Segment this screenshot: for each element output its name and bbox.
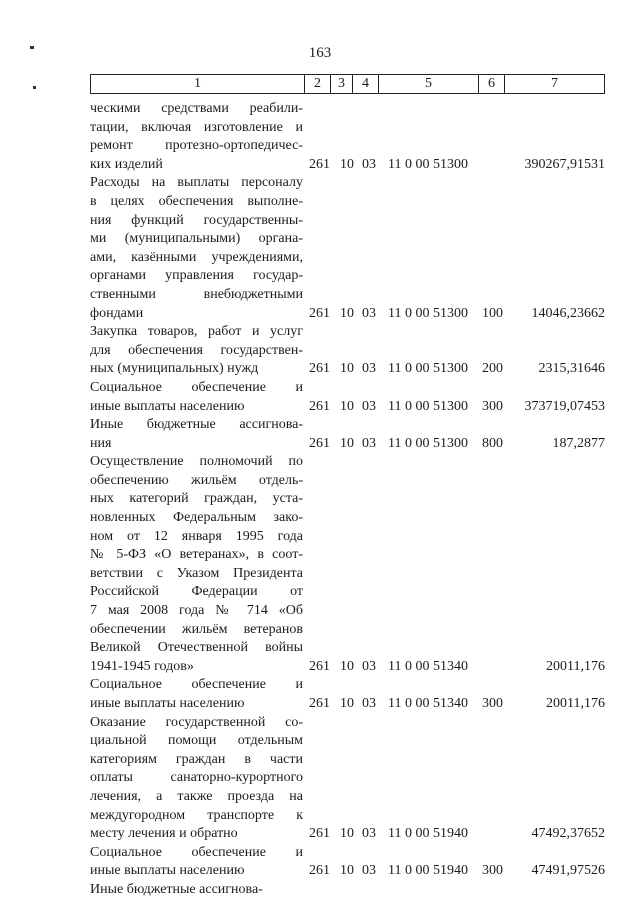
target-article-code: 11 0 00 51300 bbox=[388, 305, 468, 321]
header-col-4: 4 bbox=[353, 74, 379, 94]
description-line: междугородном транспорте к bbox=[90, 807, 303, 823]
admin-code: 261 bbox=[309, 826, 330, 842]
table-row bbox=[0, 676, 640, 713]
header-col-1: 1 bbox=[90, 74, 305, 94]
row-description bbox=[90, 416, 303, 453]
section-code: 10 bbox=[340, 361, 354, 377]
table-row bbox=[0, 174, 640, 323]
description-line: 7 мая 2008 года № 714 «Об bbox=[90, 603, 303, 619]
description-line: ния bbox=[90, 435, 112, 451]
description-line: 1941-1945 годов» bbox=[90, 658, 194, 674]
description-line: ния функций государственны- bbox=[90, 212, 303, 228]
scan-speck bbox=[30, 46, 34, 49]
row-description bbox=[90, 453, 303, 676]
target-article-code: 11 0 00 51940 bbox=[388, 863, 468, 879]
description-line: циальной помощи отдельным bbox=[90, 733, 303, 749]
amount-value: 187,2877 bbox=[552, 435, 605, 451]
admin-code: 261 bbox=[309, 435, 330, 451]
table-row bbox=[0, 881, 640, 900]
subsection-code: 03 bbox=[362, 398, 376, 414]
description-line: Осуществление полномочий по bbox=[90, 454, 303, 470]
description-line: ами, казёнными учреждениями, bbox=[90, 249, 303, 265]
subsection-code: 03 bbox=[362, 658, 376, 674]
header-col-7: 7 bbox=[505, 74, 605, 94]
expense-type-code: 300 bbox=[482, 696, 503, 711]
description-line: обеспечению жильём отдель- bbox=[90, 472, 303, 488]
description-line: ных (муниципальных) нужд bbox=[90, 361, 259, 377]
description-line: органами управления государ- bbox=[90, 268, 303, 284]
expense-type-code: 800 bbox=[482, 435, 503, 451]
table-row bbox=[0, 416, 640, 453]
section-code: 10 bbox=[340, 156, 354, 172]
row-description bbox=[90, 323, 303, 379]
row-description bbox=[90, 100, 303, 174]
expense-type-code: 300 bbox=[482, 863, 503, 879]
description-line: Оказание государственной со- bbox=[90, 714, 303, 730]
admin-code: 261 bbox=[309, 398, 330, 414]
table-row bbox=[0, 379, 640, 416]
description-line: Расходы на выплаты персоналу bbox=[90, 175, 303, 191]
row-description bbox=[90, 379, 303, 416]
table-row bbox=[0, 323, 640, 379]
description-line: ветствии с Указом Президента bbox=[90, 565, 303, 581]
description-line: Социальное обеспечение и bbox=[90, 379, 303, 395]
header-col-5: 5 bbox=[379, 74, 479, 94]
amount-value: 2315,31646 bbox=[538, 361, 605, 377]
description-line: № 5-ФЗ «О ветеранах», в соот- bbox=[90, 547, 303, 563]
expense-type-code: 300 bbox=[482, 398, 503, 414]
row-description bbox=[90, 844, 303, 881]
description-line: оплаты санаторно-курортного bbox=[90, 770, 303, 786]
description-line: для обеспечения государствен- bbox=[90, 342, 303, 358]
description-line: обеспечении жильём ветеранов bbox=[90, 621, 303, 637]
row-description bbox=[90, 676, 303, 713]
description-line: Иные бюджетные ассигнова- bbox=[90, 881, 263, 897]
table-row bbox=[0, 453, 640, 676]
description-line: иные выплаты населению bbox=[90, 398, 245, 414]
description-line: ремонт протезно-ортопедичес- bbox=[90, 138, 303, 154]
subsection-code: 03 bbox=[362, 863, 376, 879]
admin-code: 261 bbox=[309, 658, 330, 674]
description-line: Иные бюджетные ассигнова- bbox=[90, 417, 303, 433]
description-line: Великой Отечественной войны bbox=[90, 640, 303, 656]
description-line: иные выплаты населению bbox=[90, 696, 245, 711]
description-line: фондами bbox=[90, 305, 144, 321]
subsection-code: 03 bbox=[362, 826, 376, 842]
amount-value: 20011,176 bbox=[546, 658, 605, 674]
subsection-code: 03 bbox=[362, 305, 376, 321]
section-code: 10 bbox=[340, 658, 354, 674]
subsection-code: 03 bbox=[362, 361, 376, 377]
description-line: Российской Федерации от bbox=[90, 584, 303, 600]
section-code: 10 bbox=[340, 826, 354, 842]
header-col-3: 3 bbox=[331, 74, 353, 94]
amount-value: 20011,176 bbox=[546, 696, 605, 711]
description-line: ных категорий граждан, уста- bbox=[90, 491, 303, 507]
description-line: ми (муниципальными) органа- bbox=[90, 231, 303, 247]
amount-value: 47492,37652 bbox=[531, 826, 605, 842]
description-line: категориям граждан в части bbox=[90, 751, 303, 767]
target-article-code: 11 0 00 51300 bbox=[388, 435, 468, 451]
amount-value: 373719,07453 bbox=[524, 398, 605, 414]
description-line: лечения, а также проезда на bbox=[90, 788, 303, 804]
amount-value: 47491,97526 bbox=[531, 863, 605, 879]
target-article-code: 11 0 00 51940 bbox=[388, 826, 468, 842]
section-code: 10 bbox=[340, 398, 354, 414]
admin-code: 261 bbox=[309, 305, 330, 321]
expense-type-code: 200 bbox=[482, 361, 503, 377]
description-line: ственными внебюджетными bbox=[90, 286, 303, 302]
target-article-code: 11 0 00 51300 bbox=[388, 361, 468, 377]
description-line: новленных Федеральным зако- bbox=[90, 510, 303, 526]
description-line: тации, включая изготовление и bbox=[90, 119, 303, 135]
admin-code: 261 bbox=[309, 156, 330, 172]
description-line: Социальное обеспечение и bbox=[90, 844, 303, 860]
table-row bbox=[0, 844, 640, 881]
description-line: Социальное обеспечение и bbox=[90, 677, 303, 693]
target-article-code: 11 0 00 51300 bbox=[388, 156, 468, 172]
subsection-code: 03 bbox=[362, 435, 376, 451]
description-line: иные выплаты населению bbox=[90, 863, 245, 879]
admin-code: 261 bbox=[309, 696, 330, 711]
description-line: Закупка товаров, работ и услуг bbox=[90, 324, 303, 340]
table-row bbox=[0, 714, 640, 844]
scan-speck bbox=[33, 86, 36, 89]
subsection-code: 03 bbox=[362, 156, 376, 172]
description-line: в целях обеспечения выполне- bbox=[90, 193, 303, 209]
section-code: 10 bbox=[340, 435, 354, 451]
page-number: 163 bbox=[308, 45, 332, 61]
row-description bbox=[90, 881, 303, 900]
row-description bbox=[90, 714, 303, 844]
section-code: 10 bbox=[340, 863, 354, 879]
table-row bbox=[0, 100, 640, 174]
table-body bbox=[0, 100, 640, 900]
description-line: ких изделий bbox=[90, 156, 163, 172]
header-col-2: 2 bbox=[305, 74, 331, 94]
amount-value: 14046,23662 bbox=[531, 305, 605, 321]
section-code: 10 bbox=[340, 305, 354, 321]
target-article-code: 11 0 00 51300 bbox=[388, 398, 468, 414]
section-code: 10 bbox=[340, 696, 354, 711]
target-article-code: 11 0 00 51340 bbox=[388, 696, 468, 711]
expense-type-code: 100 bbox=[482, 305, 503, 321]
admin-code: 261 bbox=[309, 361, 330, 377]
description-line: месту лечения и обратно bbox=[90, 826, 238, 842]
target-article-code: 11 0 00 51340 bbox=[388, 658, 468, 674]
admin-code: 261 bbox=[309, 863, 330, 879]
description-line: ческими средствами реабили- bbox=[90, 101, 303, 116]
row-description bbox=[90, 174, 303, 323]
header-col-6: 6 bbox=[479, 74, 505, 94]
subsection-code: 03 bbox=[362, 696, 376, 711]
amount-value: 390267,91531 bbox=[524, 156, 605, 172]
description-line: ном от 12 января 1995 года bbox=[90, 528, 303, 544]
